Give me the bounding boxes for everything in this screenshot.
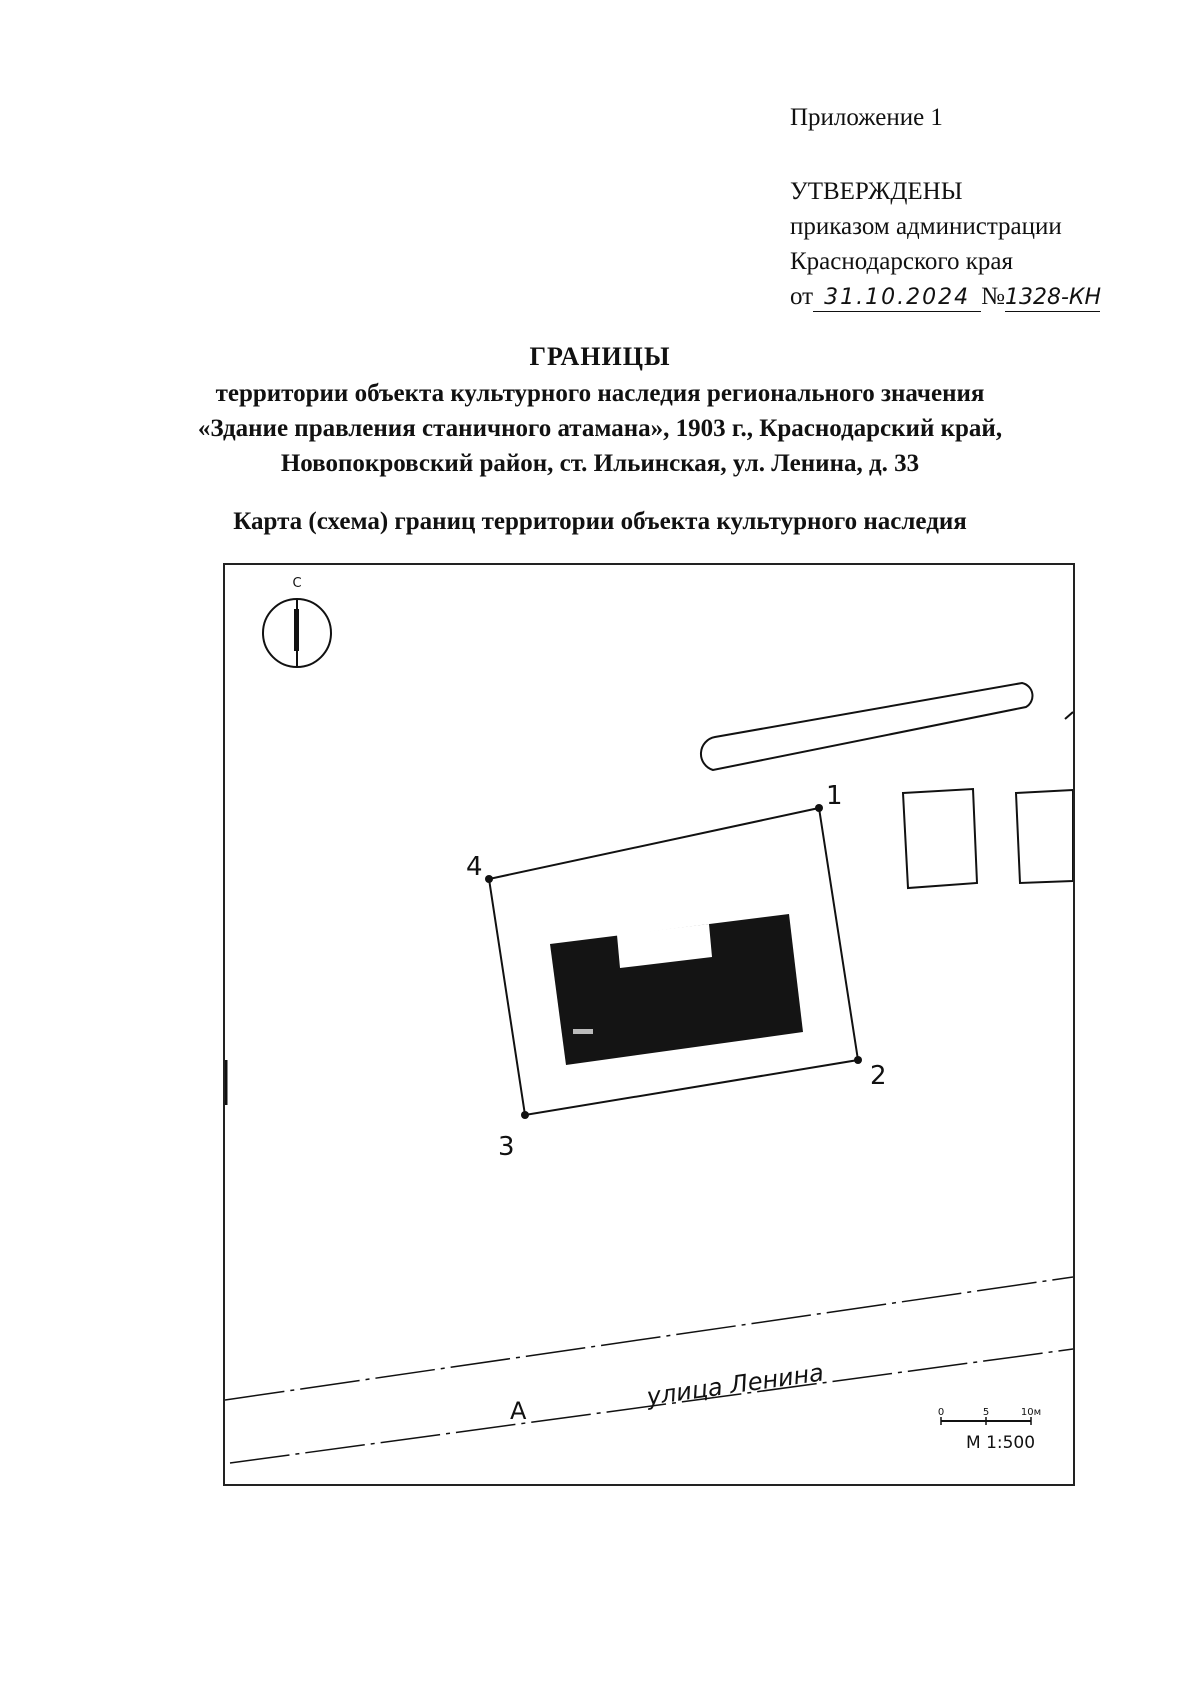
- scale-tick-5: 5: [982, 1407, 990, 1418]
- street-marker: А: [510, 1397, 527, 1425]
- north-label: С: [292, 576, 302, 591]
- boundary-map: [225, 565, 1073, 1484]
- document-title: ГРАНИЦЫ: [529, 342, 671, 371]
- subtitle-line2: «Здание правления станичного атамана», 1903 г., Краснодарский край,: [197, 415, 1003, 442]
- scale-tick-0: 0: [937, 1407, 945, 1418]
- point-3-marker: [521, 1111, 529, 1119]
- point-3-label: 3: [498, 1132, 515, 1162]
- north-arrow-icon: [263, 576, 331, 667]
- order-number: 1328-КН: [1004, 285, 1102, 310]
- neighbor-building-1: [903, 789, 977, 888]
- street: [225, 1277, 1073, 1463]
- subtitle-line1: территории объекта культурного наследия регионального значения: [215, 380, 985, 407]
- street-label: улица Ленина: [644, 1358, 826, 1411]
- number-prefix: №: [981, 283, 1005, 310]
- point-2-marker: [854, 1056, 862, 1064]
- appendix-label: Приложение 1: [790, 104, 943, 131]
- scale-bar: [938, 1407, 1041, 1453]
- approved-by-line1: приказом администрации: [790, 213, 1062, 240]
- point-4-marker: [485, 875, 493, 883]
- map-caption: Карта (схема) границ территории объекта культурного наследия: [233, 508, 967, 535]
- order-line: [790, 279, 1120, 314]
- map-frame: [223, 563, 1075, 1486]
- heritage-building: [550, 914, 803, 1065]
- scale-text: М 1:500: [966, 1433, 1036, 1453]
- point-4-label: 4: [466, 852, 483, 882]
- point-2-label: 2: [870, 1061, 887, 1091]
- order-date: 31.10.2024: [813, 285, 981, 312]
- approved-by-line2: Краснодарского края: [790, 248, 1013, 275]
- scale-tick-10: 10м: [1020, 1407, 1042, 1418]
- neighbor-building-2: [1016, 790, 1073, 883]
- subtitle-line3: Новопокровский район, ст. Ильинская, ул. Ленина, д. 33: [280, 450, 920, 477]
- approval-block: [790, 174, 1120, 314]
- document-subtitle: [0, 376, 1200, 481]
- road-strip: [701, 683, 1033, 770]
- date-prefix: от: [790, 283, 814, 310]
- point-1-marker: [815, 804, 823, 812]
- approved-heading: УТВЕРЖДЕНЫ: [790, 178, 963, 205]
- point-1-label: 1: [826, 781, 843, 811]
